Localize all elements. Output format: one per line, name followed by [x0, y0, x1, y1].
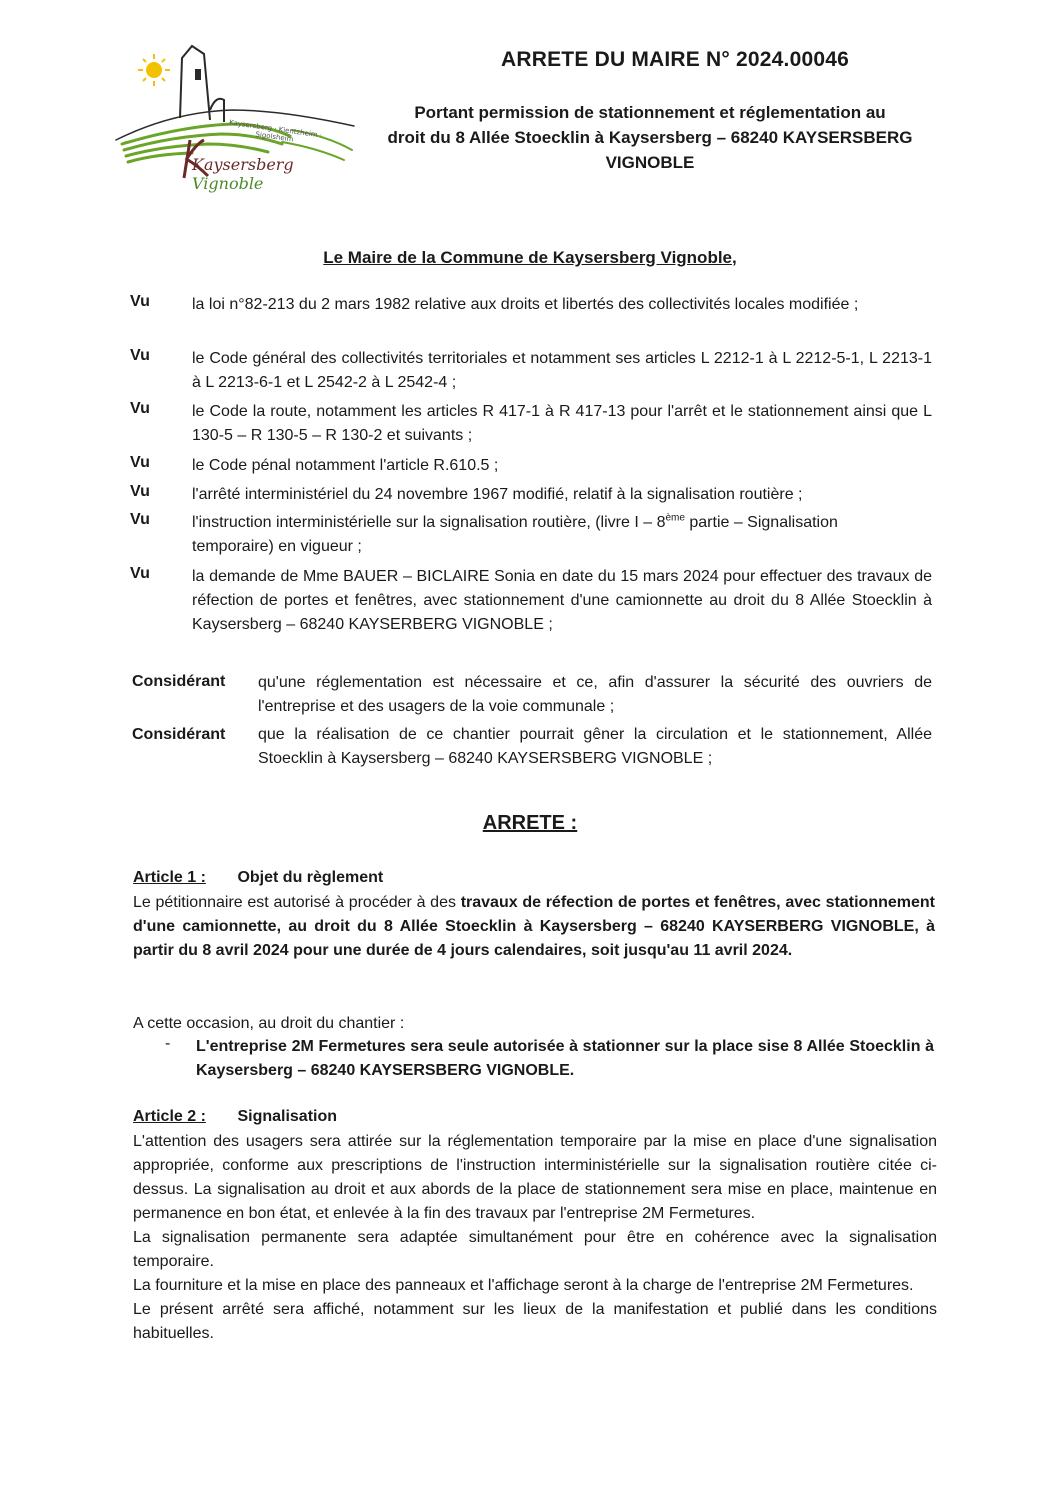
article-1-occasion: A cette occasion, au droit du chantier :: [133, 1015, 405, 1032]
vu-label: Vu: [130, 293, 150, 310]
vu-text-part: partie – Signalisation: [684, 514, 838, 531]
vu-text: le Code pénal notamment l'article R.610.5 ;: [192, 457, 499, 474]
article-1-intro: Le pétitionnaire est autorisé à procéder à des: [133, 894, 461, 911]
vu-text-part: l'instruction interministérielle sur la signalisation routière, (livre I – 8: [192, 514, 666, 531]
vu-text: le Code la route, notamment les articles R 417-1 à R 417-13 pour l'arrêt et le stationnement ainsi que L 130-5 – R 130-5 – R 130-2 et suivants ;: [192, 403, 932, 444]
logo-brand-name: [192, 155, 362, 193]
commune-logo: [112, 40, 362, 193]
bullet-mark: -: [165, 1035, 171, 1052]
mayor-heading: Le Maire de la Commune de Kaysersberg Vignoble,: [323, 248, 737, 267]
vu-text-sup: ème: [665, 512, 685, 524]
article-2-paragraph: [133, 1130, 937, 1346]
subtitle-line: Portant permission de stationnement et réglementation au: [414, 103, 886, 122]
vu-text: la loi n°82-213 du 2 mars 1982 relative aux droits et libertés des collectivités locales modifiée ;: [192, 296, 859, 313]
document-title: ARRETE DU MAIRE N° 2024.00046: [501, 48, 849, 71]
logo-brand-part2: Vignoble: [192, 174, 264, 193]
subtitle-line: droit du 8 Allée Stoecklin à Kaysersberg – 68240 KAYSERSBERG: [387, 128, 913, 147]
article-2-number: Article 2 :: [133, 1108, 206, 1125]
vu-text: [192, 511, 932, 559]
considerant-label: Considérant: [132, 726, 226, 743]
article-2-p1: L'attention des usagers sera attirée sur la réglementation temporaire par la mise en place d'une signalisation appropriée, conforme aux prescriptions de l'instruction interministérielle sur la signalisation routière citée ci-dessus. La signalisation au droit et aux abords de la place de stationnement sera mise en place, maintenue en permanence en bon état, et enlevée à la fin des travaux par l'entreprise 2M Fermetures.: [133, 1133, 937, 1222]
considerant-text: qu'une réglementation est nécessaire et ce, afin d'assurer la sécurité des ouvriers de l'entreprise et des usagers de la voie communale ;: [258, 674, 932, 715]
article-2-p4: Le présent arrêté sera affiché, notamment sur les lieux de la manifestation et publié dans les conditions habituelles.: [133, 1301, 937, 1342]
logo-brand-part1: Kaysersberg: [192, 155, 294, 174]
logo-villages: Kaysersberg · Kientzheim · Sigolsheim: [228, 118, 323, 144]
vu-label: Vu: [130, 483, 150, 500]
article-1-bold: travaux de réfection de portes et fenêtres, avec stationnement d'une camionnette, au droit du 8 Allée Stoecklin à Kaysersberg – 68240 KAYSERBERG VIGNOBLE, à partir du 8 avril 2024 pour une durée de 4 jours calendaires, soit jusqu'au 11 avril 2024.: [133, 894, 935, 959]
vu-label: Vu: [130, 511, 150, 528]
vu-text: la demande de Mme BAUER – BICLAIRE Sonia en date du 15 mars 2024 pour effectuer des travaux de réfection de portes et fenêtres, avec stationnement d'une camionnette au droit du 8 Allée Stoecklin à Kaysersberg – 68240 KAYSERBERG VIGNOBLE ;: [192, 568, 932, 633]
sun-icon: [138, 54, 170, 86]
article-2-title: Signalisation: [237, 1108, 338, 1125]
article-1-heading: [133, 869, 383, 887]
subtitle-line: VIGNOBLE: [605, 153, 695, 172]
vu-label: Vu: [130, 565, 150, 582]
vu-text: le Code général des collectivités territoriales et notamment ses articles L 2212-1 à L 2212-5-1, L 2213-1 à L 2213-6-1 et L 2542-2 à L 2542-4 ;: [192, 350, 932, 391]
article-1-bullet: L'entreprise 2M Fermetures sera seule autorisée à stationner sur la place sise 8 Allée Stoecklin à Kaysersberg – 68240 KAYSERSBERG VIGNOBLE.: [196, 1038, 934, 1079]
article-1-number: Article 1 :: [133, 869, 206, 886]
vu-label: Vu: [130, 454, 150, 471]
considerant-label: Considérant: [132, 673, 226, 690]
article-2-p3: La fourniture et la mise en place des panneaux et l'affichage seront à la charge de l'entreprise 2M Fermetures.: [133, 1277, 914, 1294]
article-1-body: [133, 891, 935, 963]
article-2-p2: La signalisation permanente sera adaptée simultanément pour être en cohérence avec la signalisation temporaire.: [133, 1229, 937, 1270]
considerant-text: que la réalisation de ce chantier pourrait gêner la circulation et le stationnement, Allée Stoecklin à Kaysersberg – 68240 KAYSERSBERG VIGNOBLE ;: [258, 726, 932, 767]
vu-label: Vu: [130, 347, 150, 364]
arrete-heading: ARRETE :: [482, 812, 578, 834]
vu-text-part: temporaire) en vigueur ;: [192, 538, 362, 555]
article-2-heading: [133, 1108, 337, 1126]
vu-text: l'arrêté interministériel du 24 novembre 1967 modifié, relatif à la signalisation routière ;: [192, 486, 803, 503]
vu-label: Vu: [130, 400, 150, 417]
article-1-title: Objet du règlement: [237, 869, 384, 886]
document-subtitle: [360, 100, 940, 175]
